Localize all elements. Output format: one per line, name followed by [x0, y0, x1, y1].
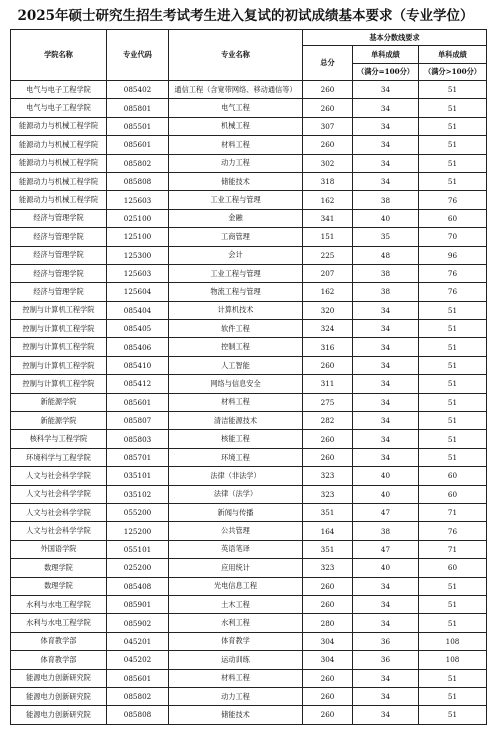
header-major: 专业名称 [169, 30, 303, 81]
single2-cell: 60 [419, 559, 487, 577]
college-cell: 水利与水电工程学院 [11, 614, 107, 632]
major-cell: 通信工程（含宽带网络、移动通信等） [169, 81, 303, 99]
single-cell: 34 [353, 117, 419, 135]
table-row [11, 577, 487, 595]
score-table [10, 29, 487, 725]
code-cell: 085601 [107, 393, 169, 411]
total-cell: 324 [303, 320, 353, 338]
college-cell: 数理学院 [11, 577, 107, 595]
code-cell: 035102 [107, 485, 169, 503]
single2-cell: 51 [419, 136, 487, 154]
total-cell: 260 [303, 430, 353, 448]
code-cell: 035101 [107, 467, 169, 485]
major-cell: 动力工程 [169, 687, 303, 705]
major-cell: 动力工程 [169, 154, 303, 172]
total-cell: 225 [303, 246, 353, 264]
table-row [11, 81, 487, 99]
single2-cell: 76 [419, 522, 487, 540]
code-cell: 085406 [107, 338, 169, 356]
table-row [11, 467, 487, 485]
major-cell: 清洁能源技术 [169, 412, 303, 430]
single2-cell: 51 [419, 117, 487, 135]
total-cell: 323 [303, 559, 353, 577]
table-row [11, 117, 487, 135]
single2-cell: 51 [419, 99, 487, 117]
total-cell: 316 [303, 338, 353, 356]
single2-cell: 51 [419, 706, 487, 724]
single-cell: 34 [353, 81, 419, 99]
code-cell: 055101 [107, 540, 169, 558]
code-cell: 125603 [107, 191, 169, 209]
major-cell: 控制工程 [169, 338, 303, 356]
major-cell: 体育教学 [169, 632, 303, 650]
total-cell: 275 [303, 393, 353, 411]
single-cell: 40 [353, 559, 419, 577]
major-cell: 应用统计 [169, 559, 303, 577]
major-cell: 工商管理 [169, 228, 303, 246]
total-cell: 318 [303, 172, 353, 190]
code-cell: 045201 [107, 632, 169, 650]
college-cell: 控制与计算机工程学院 [11, 338, 107, 356]
table-row [11, 99, 487, 117]
table-row [11, 283, 487, 301]
code-cell: 125603 [107, 264, 169, 282]
college-cell: 外国语学院 [11, 540, 107, 558]
code-cell: 025200 [107, 559, 169, 577]
college-cell: 经济与管理学院 [11, 246, 107, 264]
total-cell: 162 [303, 283, 353, 301]
table-row [11, 375, 487, 393]
college-cell: 新能源学院 [11, 412, 107, 430]
code-cell: 085501 [107, 117, 169, 135]
single2-cell: 51 [419, 301, 487, 319]
college-cell: 经济与管理学院 [11, 283, 107, 301]
code-cell: 085412 [107, 375, 169, 393]
single-cell: 34 [353, 338, 419, 356]
single-cell: 38 [353, 264, 419, 282]
total-cell: 164 [303, 522, 353, 540]
table-row [11, 706, 487, 724]
major-cell: 物流工程与管理 [169, 283, 303, 301]
total-cell: 341 [303, 209, 353, 227]
major-cell: 电气工程 [169, 99, 303, 117]
code-cell: 085405 [107, 320, 169, 338]
table-row [11, 412, 487, 430]
single-cell: 38 [353, 191, 419, 209]
single-cell: 34 [353, 375, 419, 393]
total-cell: 260 [303, 706, 353, 724]
total-cell: 282 [303, 412, 353, 430]
single2-cell: 108 [419, 651, 487, 669]
college-cell: 能源电力创新研究院 [11, 669, 107, 687]
code-cell: 085601 [107, 136, 169, 154]
total-cell: 260 [303, 356, 353, 374]
single2-cell: 76 [419, 191, 487, 209]
total-cell: 311 [303, 375, 353, 393]
single-cell: 34 [353, 706, 419, 724]
code-cell: 125300 [107, 246, 169, 264]
table-row [11, 172, 487, 190]
single-cell: 34 [353, 172, 419, 190]
college-cell: 人文与社会科学学院 [11, 503, 107, 521]
college-cell: 环境科学与工程学院 [11, 448, 107, 466]
header-single-note: （满分=100分） [353, 64, 419, 81]
code-cell: 125100 [107, 228, 169, 246]
major-cell: 运动训练 [169, 651, 303, 669]
major-cell: 公共管理 [169, 522, 303, 540]
college-cell: 电气与电子工程学院 [11, 99, 107, 117]
code-cell: 085803 [107, 430, 169, 448]
single-cell: 36 [353, 632, 419, 650]
total-cell: 323 [303, 467, 353, 485]
total-cell: 260 [303, 577, 353, 595]
major-cell: 水利工程 [169, 614, 303, 632]
table-row [11, 651, 487, 669]
major-cell: 工业工程与管理 [169, 264, 303, 282]
code-cell: 085808 [107, 172, 169, 190]
single-cell: 34 [353, 448, 419, 466]
page-title: 2025年硕士研究生招生考试考生进入复试的初试成绩基本要求（专业学位） [17, 8, 474, 24]
college-cell: 水利与水电工程学院 [11, 595, 107, 613]
single2-cell: 51 [419, 430, 487, 448]
major-cell: 法律（法学） [169, 485, 303, 503]
single-cell: 34 [353, 136, 419, 154]
table-row [11, 540, 487, 558]
college-cell: 人文与社会科学学院 [11, 467, 107, 485]
total-cell: 304 [303, 651, 353, 669]
single-cell: 35 [353, 228, 419, 246]
total-cell: 260 [303, 448, 353, 466]
major-cell: 金融 [169, 209, 303, 227]
table-row [11, 228, 487, 246]
table-row [11, 632, 487, 650]
college-cell: 能源动力与机械工程学院 [11, 154, 107, 172]
header-group: 基本分数线要求 [303, 30, 487, 46]
table-row [11, 448, 487, 466]
header-single2-note: （满分>100分） [419, 64, 487, 81]
major-cell: 材料工程 [169, 136, 303, 154]
single2-cell: 60 [419, 467, 487, 485]
single-cell: 34 [353, 412, 419, 430]
table-body [11, 81, 487, 725]
table-row [11, 595, 487, 613]
single2-cell: 60 [419, 485, 487, 503]
code-cell: 085601 [107, 669, 169, 687]
single2-cell: 51 [419, 687, 487, 705]
single2-cell: 51 [419, 320, 487, 338]
single2-cell: 51 [419, 448, 487, 466]
table-row [11, 209, 487, 227]
college-cell: 能源动力与机械工程学院 [11, 136, 107, 154]
table-row [11, 191, 487, 209]
college-cell: 控制与计算机工程学院 [11, 301, 107, 319]
single2-cell: 60 [419, 209, 487, 227]
total-cell: 260 [303, 687, 353, 705]
major-cell: 环境工程 [169, 448, 303, 466]
total-cell: 280 [303, 614, 353, 632]
code-cell: 085808 [107, 706, 169, 724]
header-code: 专业代码 [107, 30, 169, 81]
single-cell: 40 [353, 209, 419, 227]
single2-cell: 51 [419, 393, 487, 411]
single-cell: 34 [353, 614, 419, 632]
code-cell: 085701 [107, 448, 169, 466]
single-cell: 34 [353, 687, 419, 705]
table-row [11, 301, 487, 319]
college-cell: 能源电力创新研究院 [11, 687, 107, 705]
college-cell: 核科学与工程学院 [11, 430, 107, 448]
major-cell: 储能技术 [169, 706, 303, 724]
college-cell: 电气与电子工程学院 [11, 81, 107, 99]
single2-cell: 71 [419, 540, 487, 558]
college-cell: 能源动力与机械工程学院 [11, 191, 107, 209]
total-cell: 323 [303, 485, 353, 503]
table-row [11, 669, 487, 687]
table-row [11, 522, 487, 540]
table-row [11, 393, 487, 411]
single-cell: 47 [353, 540, 419, 558]
single2-cell: 76 [419, 283, 487, 301]
table-row [11, 485, 487, 503]
table-row [11, 614, 487, 632]
college-cell: 控制与计算机工程学院 [11, 320, 107, 338]
single2-cell: 51 [419, 356, 487, 374]
major-cell: 新闻与传播 [169, 503, 303, 521]
code-cell: 125604 [107, 283, 169, 301]
total-cell: 320 [303, 301, 353, 319]
single2-cell: 51 [419, 577, 487, 595]
major-cell: 核能工程 [169, 430, 303, 448]
college-cell: 经济与管理学院 [11, 209, 107, 227]
single2-cell: 76 [419, 264, 487, 282]
single2-cell: 51 [419, 595, 487, 613]
total-cell: 207 [303, 264, 353, 282]
single-cell: 34 [353, 301, 419, 319]
major-cell: 计算机技术 [169, 301, 303, 319]
major-cell: 土木工程 [169, 595, 303, 613]
single-cell: 40 [353, 485, 419, 503]
table-row [11, 559, 487, 577]
college-cell: 经济与管理学院 [11, 228, 107, 246]
code-cell: 045202 [107, 651, 169, 669]
college-cell: 经济与管理学院 [11, 264, 107, 282]
single2-cell: 51 [419, 412, 487, 430]
table-row [11, 154, 487, 172]
college-cell: 数理学院 [11, 559, 107, 577]
single2-cell: 96 [419, 246, 487, 264]
single2-cell: 70 [419, 228, 487, 246]
college-cell: 能源动力与机械工程学院 [11, 117, 107, 135]
total-cell: 351 [303, 503, 353, 521]
single-cell: 36 [353, 651, 419, 669]
single-cell: 40 [353, 467, 419, 485]
total-cell: 260 [303, 136, 353, 154]
major-cell: 会计 [169, 246, 303, 264]
single-cell: 34 [353, 430, 419, 448]
major-cell: 英语笔译 [169, 540, 303, 558]
college-cell: 体育教学部 [11, 632, 107, 650]
single-cell: 34 [353, 669, 419, 687]
table-row [11, 246, 487, 264]
single2-cell: 51 [419, 375, 487, 393]
code-cell: 085801 [107, 99, 169, 117]
code-cell: 055200 [107, 503, 169, 521]
total-cell: 260 [303, 669, 353, 687]
total-cell: 260 [303, 99, 353, 117]
college-cell: 控制与计算机工程学院 [11, 375, 107, 393]
code-cell: 125200 [107, 522, 169, 540]
college-cell: 新能源学院 [11, 393, 107, 411]
table-row [11, 430, 487, 448]
total-cell: 302 [303, 154, 353, 172]
single2-cell: 108 [419, 632, 487, 650]
header-college: 学院名称 [11, 30, 107, 81]
header-single: 单科成绩 [353, 46, 419, 64]
header-single2: 单科成绩 [419, 46, 487, 64]
college-cell: 人文与社会科学学院 [11, 485, 107, 503]
table-row [11, 356, 487, 374]
single2-cell: 51 [419, 338, 487, 356]
table-row [11, 136, 487, 154]
single-cell: 34 [353, 595, 419, 613]
code-cell: 085902 [107, 614, 169, 632]
single-cell: 38 [353, 283, 419, 301]
single-cell: 34 [353, 356, 419, 374]
major-cell: 材料工程 [169, 393, 303, 411]
table-row [11, 320, 487, 338]
single2-cell: 51 [419, 669, 487, 687]
college-cell: 控制与计算机工程学院 [11, 356, 107, 374]
code-cell: 085807 [107, 412, 169, 430]
major-cell: 法律（非法学） [169, 467, 303, 485]
table-row [11, 503, 487, 521]
total-cell: 351 [303, 540, 353, 558]
total-cell: 304 [303, 632, 353, 650]
table-row [11, 264, 487, 282]
single-cell: 34 [353, 577, 419, 595]
single2-cell: 51 [419, 614, 487, 632]
total-cell: 307 [303, 117, 353, 135]
header-total: 总分 [303, 46, 353, 81]
total-cell: 151 [303, 228, 353, 246]
college-cell: 人文与社会科学学院 [11, 522, 107, 540]
code-cell: 085802 [107, 687, 169, 705]
code-cell: 085802 [107, 154, 169, 172]
major-cell: 网络与信息安全 [169, 375, 303, 393]
single2-cell: 51 [419, 154, 487, 172]
single-cell: 48 [353, 246, 419, 264]
code-cell: 085402 [107, 81, 169, 99]
single2-cell: 51 [419, 172, 487, 190]
code-cell: 025100 [107, 209, 169, 227]
major-cell: 机械工程 [169, 117, 303, 135]
total-cell: 260 [303, 81, 353, 99]
table-row [11, 687, 487, 705]
major-cell: 材料工程 [169, 669, 303, 687]
college-cell: 能源动力与机械工程学院 [11, 172, 107, 190]
single-cell: 34 [353, 320, 419, 338]
college-cell: 能源电力创新研究院 [11, 706, 107, 724]
single-cell: 34 [353, 393, 419, 411]
single2-cell: 51 [419, 81, 487, 99]
major-cell: 储能技术 [169, 172, 303, 190]
code-cell: 085410 [107, 356, 169, 374]
total-cell: 260 [303, 595, 353, 613]
total-cell: 162 [303, 191, 353, 209]
major-cell: 人工智能 [169, 356, 303, 374]
single2-cell: 71 [419, 503, 487, 521]
major-cell: 软件工程 [169, 320, 303, 338]
single-cell: 47 [353, 503, 419, 521]
code-cell: 085408 [107, 577, 169, 595]
major-cell: 工业工程与管理 [169, 191, 303, 209]
major-cell: 光电信息工程 [169, 577, 303, 595]
single-cell: 34 [353, 154, 419, 172]
code-cell: 085901 [107, 595, 169, 613]
code-cell: 085404 [107, 301, 169, 319]
college-cell: 体育教学部 [11, 651, 107, 669]
single-cell: 38 [353, 522, 419, 540]
table-row [11, 338, 487, 356]
single-cell: 34 [353, 99, 419, 117]
